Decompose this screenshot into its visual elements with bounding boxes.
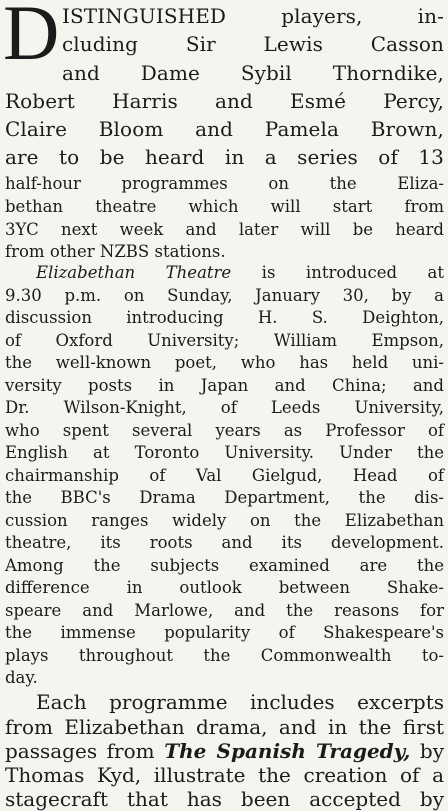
program-title: Elizabethan Theatre xyxy=(36,263,232,282)
text-line: ISTINGUISHED players, in- xyxy=(62,4,444,28)
text-line: theatre, its roots and its development. xyxy=(5,533,444,552)
text-line: Dr. Wilson-Knight, of Leeds University, xyxy=(5,398,444,417)
text-line: of Oxford University; William Empson, xyxy=(5,331,444,350)
text-line: Claire Bloom and Pamela Brown, xyxy=(5,117,444,141)
text-fragment: by xyxy=(410,739,445,763)
play-title: The Spanish Tragedy, xyxy=(164,739,411,763)
text-line: are to be heard in a series of 13 xyxy=(5,145,444,169)
text-line: 9.30 p.m. on Sunday, January 30, by a xyxy=(5,286,444,305)
paragraph-opening xyxy=(36,263,444,282)
text-line: half-hour programmes on the Eliza- xyxy=(5,174,444,193)
text-line: day. xyxy=(5,668,38,687)
text-line: and Dame Sybil Thorndike, xyxy=(62,61,444,85)
text-line: Robert Harris and Esmé Percy, xyxy=(5,89,444,113)
text-line: speare and Marlowe, and the reasons for xyxy=(5,601,444,620)
text-line: the well-known poet, who has held uni- xyxy=(5,353,444,372)
text-line: who spent several years as Professor of xyxy=(5,421,444,440)
text-line: Thomas Kyd, illustrate the creation of a xyxy=(5,763,444,787)
text-line: the immense popularity of Shakespeare's xyxy=(5,623,444,642)
text-line: English at Toronto University. Under the xyxy=(5,443,444,462)
text-line: bethan theatre which will start from xyxy=(5,197,444,216)
drop-cap: D xyxy=(3,0,60,76)
text-line-with-title xyxy=(5,739,444,763)
text-line: the BBC's Drama Department, the dis- xyxy=(5,488,444,507)
text-line: plays throughout the Commonwealth to- xyxy=(5,646,444,665)
text-line: from other NZBS stations. xyxy=(5,242,226,261)
text-line: cluding Sir Lewis Casson xyxy=(62,32,444,56)
text-line: versity posts in Japan and China; and xyxy=(5,376,444,395)
text-line: from Elizabethan drama, and in the first xyxy=(5,715,444,739)
text-line: chairmanship of Val Gielgud, Head of xyxy=(5,466,444,485)
text-fragment: is introduced at xyxy=(231,263,444,282)
text-line: Among the subjects examined are the xyxy=(5,556,444,575)
text-line: 3YC next week and later will be heard xyxy=(5,220,444,239)
text-line: cussion ranges widely on the Elizabethan xyxy=(5,511,444,530)
text-fragment: passages from xyxy=(5,739,165,763)
text-line: discussion introducing H. S. Deighton, xyxy=(5,308,444,327)
text-line: Each programme includes excerpts xyxy=(36,690,444,714)
text-line: difference in outlook between Shake- xyxy=(5,578,444,597)
text-line: stagecraft that has been accepted by xyxy=(5,787,444,811)
